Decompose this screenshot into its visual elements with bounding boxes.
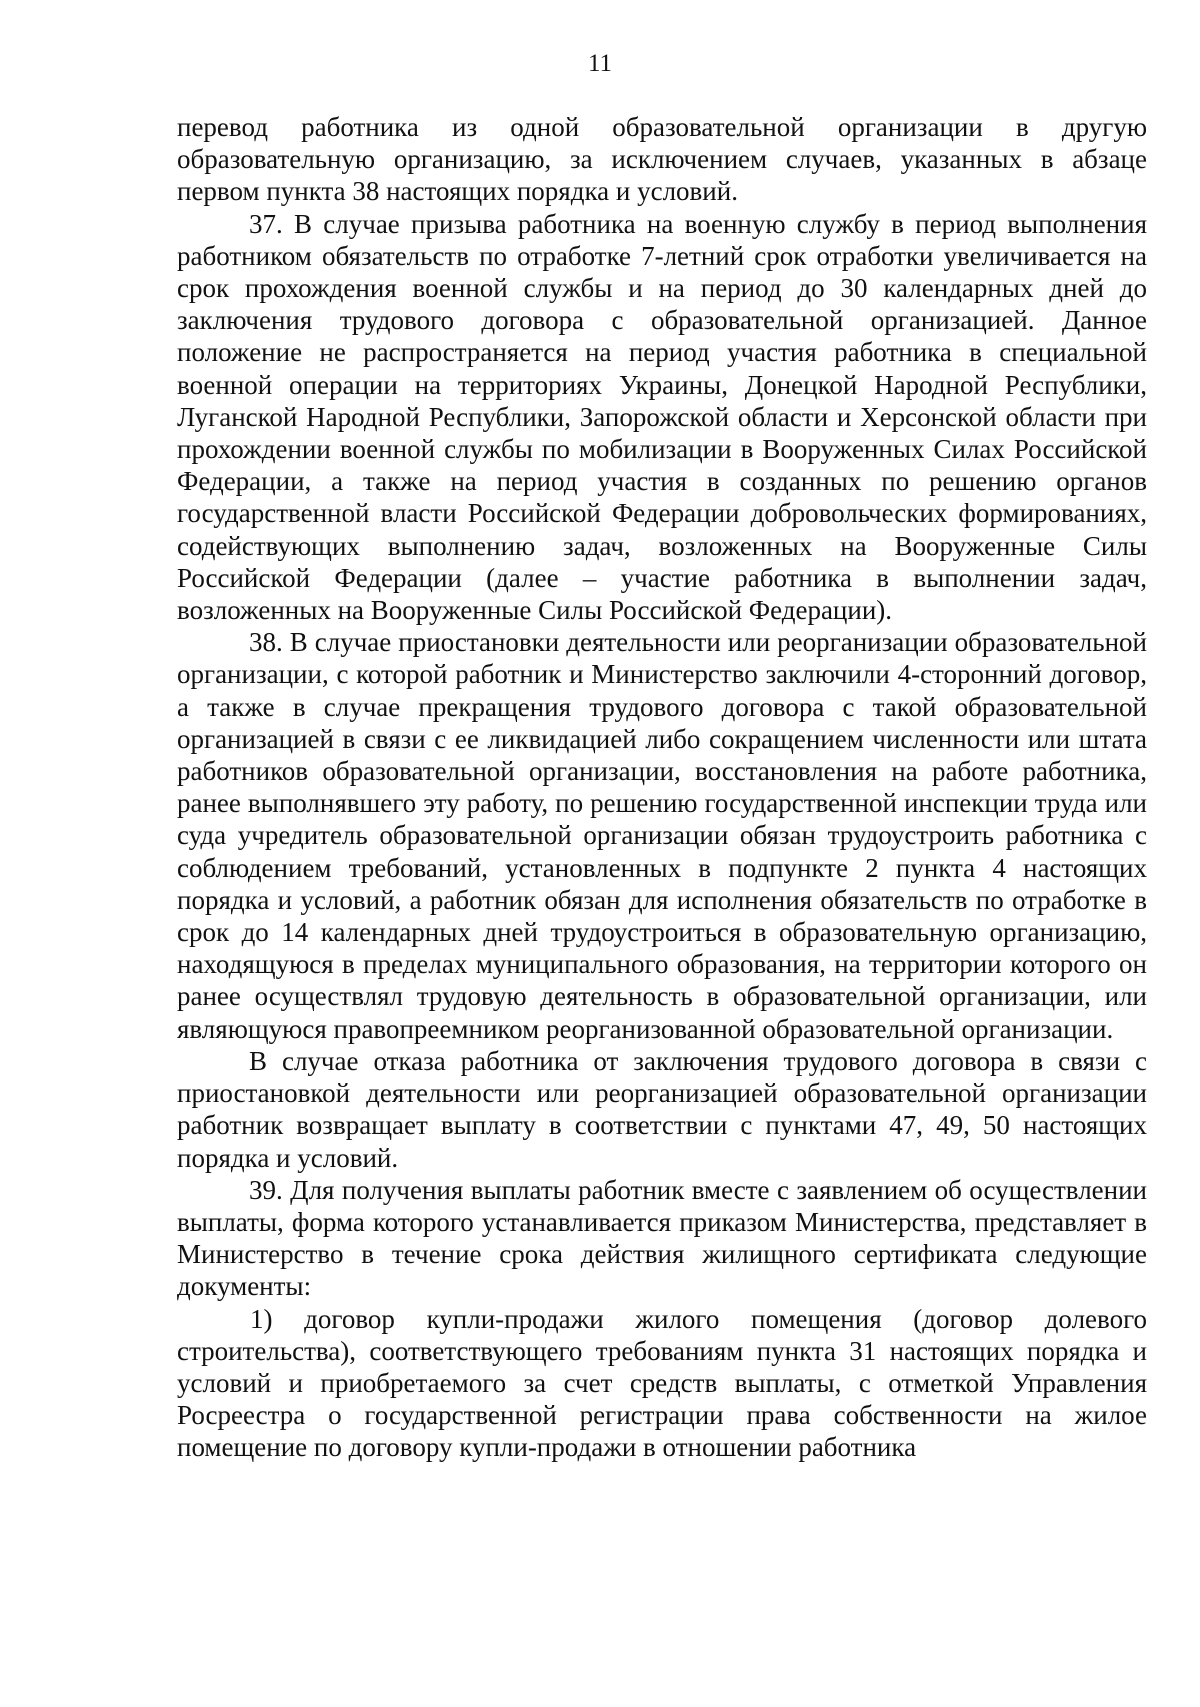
paragraph-38-refusal: В случае отказа работника от заключения трудового договора в связи с приостановкой деятельности или реорганизацией образовательной организации работник возвращает выплату в соответствии с пунктами 47, 49, 50 настоящих порядка и условий. [177,1045,1147,1173]
paragraph-39-item-1: 1) договор купли-продажи жилого помещения (договор долевого строительства), соответствующего требованиям пункта 31 настоящих порядка и условий и приобретаемого за счет средств выплаты, с отметкой Управления Росреестра о государственной регистрации права собственности на жилое помещение по договору купли-продажи в отношении работника [177,1303,1147,1463]
page-number: 11 [587,50,613,77]
paragraph-continuation: перевод работника из одной образовательной организации в другую образовательную организацию, за исключением случаев, указанных в абзаце первом пункта 38 настоящих порядка и условий. [177,112,1147,207]
document-body [177,111,1147,1464]
paragraph-37: 37. В случае призыва работника на военную службу в период выполнения работником обязательств по отработке 7-летний срок отработки увеличивается на срок прохождения военной службы и на период до 30 календарных дней до заключения трудового договора с образовательной организацией. Данное положение не распространяется на период участия работника в специальной военной операции на территориях Украины, Донецкой Народной Республики, Луганской Народной Республики, Запорожской области и Херсонской области при прохождении военной службы по мобилизации в Вооруженных Силах Российской Федерации, а также на период участия в созданных по решению органов государственной власти Российской Федерации добровольческих формированиях, содействующих выполнению задач, возложенных на Вооруженные Силы Российской Федерации (далее – участие работника в выполнении задач, возложенных на Вооруженные Силы Российской Федерации). [177,208,1147,626]
paragraph-39: 39. Для получения выплаты работник вместе с заявлением об осуществлении выплаты, форма которого устанавливается приказом Министерства, представляет в Министерство в течение срока действия жилищного сертификата следующие документы: [177,1174,1147,1302]
paragraph-38: 38. В случае приостановки деятельности или реорганизации образовательной организации, с которой работник и Министерство заключили 4-сторонний договор, а также в случае прекращения трудового договора с такой образовательной организацией в связи с ее ликвидацией либо сокращением численности или штата работников образовательной организации, восстановления на работе работника, ранее выполнявшего эту работу, по решению государственной инспекции труда или суда учредитель образовательной организации обязан трудоустроить работника с соблюдением требований, установленных в подпункте 2 пункта 4 настоящих порядка и условий, а работник обязан для исполнения обязательств по отработке в срок до 14 календарных дней трудоустроиться в образовательную организацию, находящуюся в пределах муниципального образования, на территории которого он ранее осуществлял трудовую деятельность в образовательной организации, или являющуюся правопреемником реорганизованной образовательной организации. [177,627,1147,1044]
